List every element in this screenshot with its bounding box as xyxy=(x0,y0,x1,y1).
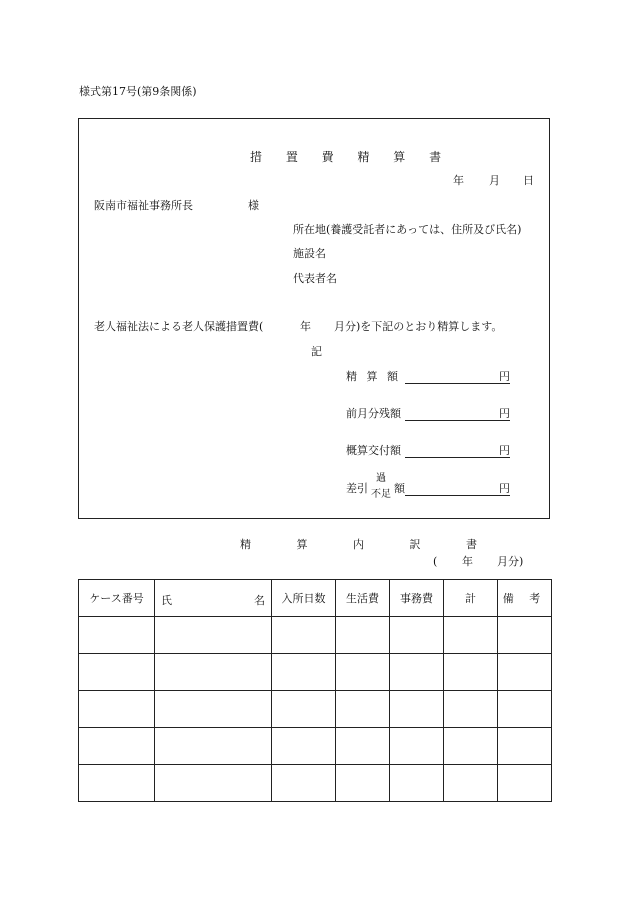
cell-living-cost[interactable] xyxy=(336,765,390,802)
cell-case-number[interactable] xyxy=(79,728,155,765)
cell-case-number[interactable] xyxy=(79,617,155,654)
table-header-row xyxy=(79,580,552,617)
diff-unit: 円 xyxy=(499,482,510,495)
cell-name[interactable] xyxy=(155,617,272,654)
table-row xyxy=(79,728,552,765)
cell-days[interactable] xyxy=(272,654,336,691)
body-year: 年 xyxy=(300,320,311,333)
cell-remarks[interactable] xyxy=(498,617,552,654)
prev-balance-label: 前月分残額 xyxy=(346,407,401,420)
header-admin-cost: 事務費 xyxy=(390,580,444,617)
cell-case-number[interactable] xyxy=(79,654,155,691)
statement-title: 措 置 費 精 算 書 xyxy=(250,150,452,164)
cell-remarks[interactable] xyxy=(498,691,552,728)
settlement-amount-line xyxy=(405,383,510,384)
cell-days[interactable] xyxy=(272,691,336,728)
cell-admin-cost[interactable] xyxy=(390,654,444,691)
cell-living-cost[interactable] xyxy=(336,654,390,691)
cell-total[interactable] xyxy=(444,765,498,802)
cell-days[interactable] xyxy=(272,765,336,802)
cell-total[interactable] xyxy=(444,654,498,691)
cell-admin-cost[interactable] xyxy=(390,728,444,765)
settlement-amount-unit: 円 xyxy=(499,370,510,383)
cell-admin-cost[interactable] xyxy=(390,617,444,654)
addressee: 阪南市福祉事務所長 xyxy=(94,199,193,212)
settlement-amount-label: 精 算 額 xyxy=(346,370,401,383)
header-total: 計 xyxy=(444,580,498,617)
table-row xyxy=(79,765,552,802)
header-days: 入所日数 xyxy=(272,580,336,617)
diff-under: 不足 xyxy=(371,489,391,500)
header-case-number: ケース番号 xyxy=(79,580,155,617)
body-text-start: 老人福祉法による老人保護措置費( xyxy=(94,320,264,333)
date-day: 日 xyxy=(523,174,534,187)
header-living-cost: 生活費 xyxy=(336,580,390,617)
cell-name[interactable] xyxy=(155,691,272,728)
breakdown-period-year: 年 xyxy=(462,555,473,568)
cell-days[interactable] xyxy=(272,617,336,654)
table-row xyxy=(79,691,552,728)
date-month: 月 xyxy=(489,174,500,187)
cell-remarks[interactable] xyxy=(498,765,552,802)
prev-balance-unit: 円 xyxy=(499,407,510,420)
body-text-end: 月分)を下記のとおり精算します。 xyxy=(334,320,503,333)
cell-total[interactable] xyxy=(444,617,498,654)
cell-admin-cost[interactable] xyxy=(390,765,444,802)
table-row xyxy=(79,654,552,691)
breakdown-period-month: 月分) xyxy=(497,555,524,568)
breakdown-period-open: ( xyxy=(433,555,438,568)
location-label: 所在地(養護受託者にあっては、住所及び氏名) xyxy=(293,223,522,236)
cell-remarks[interactable] xyxy=(498,654,552,691)
cell-name[interactable] xyxy=(155,654,272,691)
cell-case-number[interactable] xyxy=(79,691,155,728)
diff-line xyxy=(405,495,510,496)
breakdown-table xyxy=(78,579,552,802)
prev-balance-line xyxy=(405,420,510,421)
cell-total[interactable] xyxy=(444,691,498,728)
cell-total[interactable] xyxy=(444,728,498,765)
cell-name[interactable] xyxy=(155,765,272,802)
header-name-surname: 氏 xyxy=(161,594,172,607)
date-year: 年 xyxy=(453,174,464,187)
estimated-grant-line xyxy=(405,457,510,458)
cell-living-cost[interactable] xyxy=(336,728,390,765)
cell-remarks[interactable] xyxy=(498,728,552,765)
breakdown-title: 精 算 内 訳 書 xyxy=(240,538,498,551)
facility-label: 施設名 xyxy=(293,247,326,260)
header-name xyxy=(155,580,272,617)
representative-label: 代表者名 xyxy=(293,272,337,285)
statement-box xyxy=(78,118,550,519)
cell-name[interactable] xyxy=(155,728,272,765)
cell-days[interactable] xyxy=(272,728,336,765)
cell-admin-cost[interactable] xyxy=(390,691,444,728)
diff-prefix: 差引 xyxy=(346,482,368,495)
addressee-honorific: 様 xyxy=(248,199,259,212)
estimated-grant-unit: 円 xyxy=(499,444,510,457)
diff-over: 過 xyxy=(376,473,386,484)
cell-living-cost[interactable] xyxy=(336,617,390,654)
cell-living-cost[interactable] xyxy=(336,691,390,728)
estimated-grant-label: 概算交付額 xyxy=(346,444,401,457)
ki-label: 記 xyxy=(311,345,322,358)
table-row xyxy=(79,617,552,654)
header-name-given: 名 xyxy=(254,594,265,607)
form-number: 様式第17号(第9条関係) xyxy=(79,85,197,98)
diff-suffix: 額 xyxy=(394,482,405,495)
header-remarks: 備 考 xyxy=(498,580,552,617)
cell-case-number[interactable] xyxy=(79,765,155,802)
